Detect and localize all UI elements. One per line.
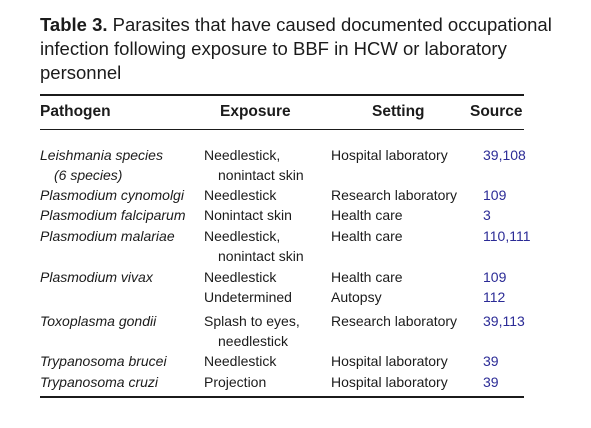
pathogen-cell: (6 species) xyxy=(54,167,123,183)
source-reference-link[interactable]: 39 xyxy=(483,353,499,369)
source-reference-link[interactable]: 3 xyxy=(483,207,491,223)
pathogen-cell: Leishmania species xyxy=(40,147,163,163)
exposure-cell: Needlestick xyxy=(204,269,277,285)
header-source: Source xyxy=(470,103,523,120)
setting-cell: Health care xyxy=(331,269,403,285)
exposure-cell: Splash to eyes, xyxy=(204,313,300,329)
table-title xyxy=(40,13,560,85)
exposure-cell: needlestick xyxy=(218,333,289,349)
source-reference-link[interactable]: 39 xyxy=(483,374,499,390)
header-exposure: Exposure xyxy=(220,103,291,120)
pathogen-cell: Trypanosoma brucei xyxy=(40,353,167,369)
exposure-cell: Needlestick xyxy=(204,187,277,203)
pathogen-cell: Toxoplasma gondii xyxy=(40,313,157,329)
source-reference-link[interactable]: 39,113 xyxy=(483,313,525,329)
top-rule xyxy=(40,94,524,96)
exposure-cell: Undetermined xyxy=(204,289,292,305)
source-reference-link[interactable]: 109 xyxy=(483,187,507,203)
setting-cell: Health care xyxy=(331,228,403,244)
header-setting: Setting xyxy=(372,103,425,120)
exposure-cell: Nonintact skin xyxy=(204,207,292,223)
source-reference-link[interactable]: 112 xyxy=(483,289,506,305)
source-reference-link[interactable]: 110,111 xyxy=(483,228,531,244)
setting-cell: Autopsy xyxy=(331,289,382,305)
setting-cell: Hospital laboratory xyxy=(331,374,448,390)
exposure-cell: Needlestick, xyxy=(204,228,281,244)
exposure-cell: Needlestick, xyxy=(204,147,281,163)
source-reference-link[interactable]: 39,108 xyxy=(483,147,526,163)
header-pathogen: Pathogen xyxy=(40,103,111,120)
pathogen-cell: Plasmodium cynomolgi xyxy=(40,187,184,203)
setting-cell: Health care xyxy=(331,207,403,223)
bottom-rule xyxy=(40,396,524,398)
header-rule xyxy=(40,129,524,130)
setting-cell: Research laboratory xyxy=(331,313,458,329)
pathogen-cell: Plasmodium malariae xyxy=(40,228,175,244)
exposure-cell: nonintact skin xyxy=(218,167,304,183)
exposure-cell: Projection xyxy=(204,374,267,390)
exposure-cell: Needlestick xyxy=(204,353,277,369)
table-caption: Parasites that have caused documented occupational infection following exposure to BBF in HCW or laboratory personnel xyxy=(40,14,552,83)
setting-cell: Research laboratory xyxy=(331,187,458,203)
table-label: Table 3. xyxy=(40,14,108,35)
source-reference-link[interactable]: 109 xyxy=(483,269,507,285)
setting-cell: Hospital laboratory xyxy=(331,147,448,163)
setting-cell: Hospital laboratory xyxy=(331,353,448,369)
exposure-cell: nonintact skin xyxy=(218,248,304,264)
pathogen-cell: Trypanosoma cruzi xyxy=(40,374,159,390)
pathogen-cell: Plasmodium vivax xyxy=(40,269,153,285)
pathogen-cell: Plasmodium falciparum xyxy=(40,207,186,223)
